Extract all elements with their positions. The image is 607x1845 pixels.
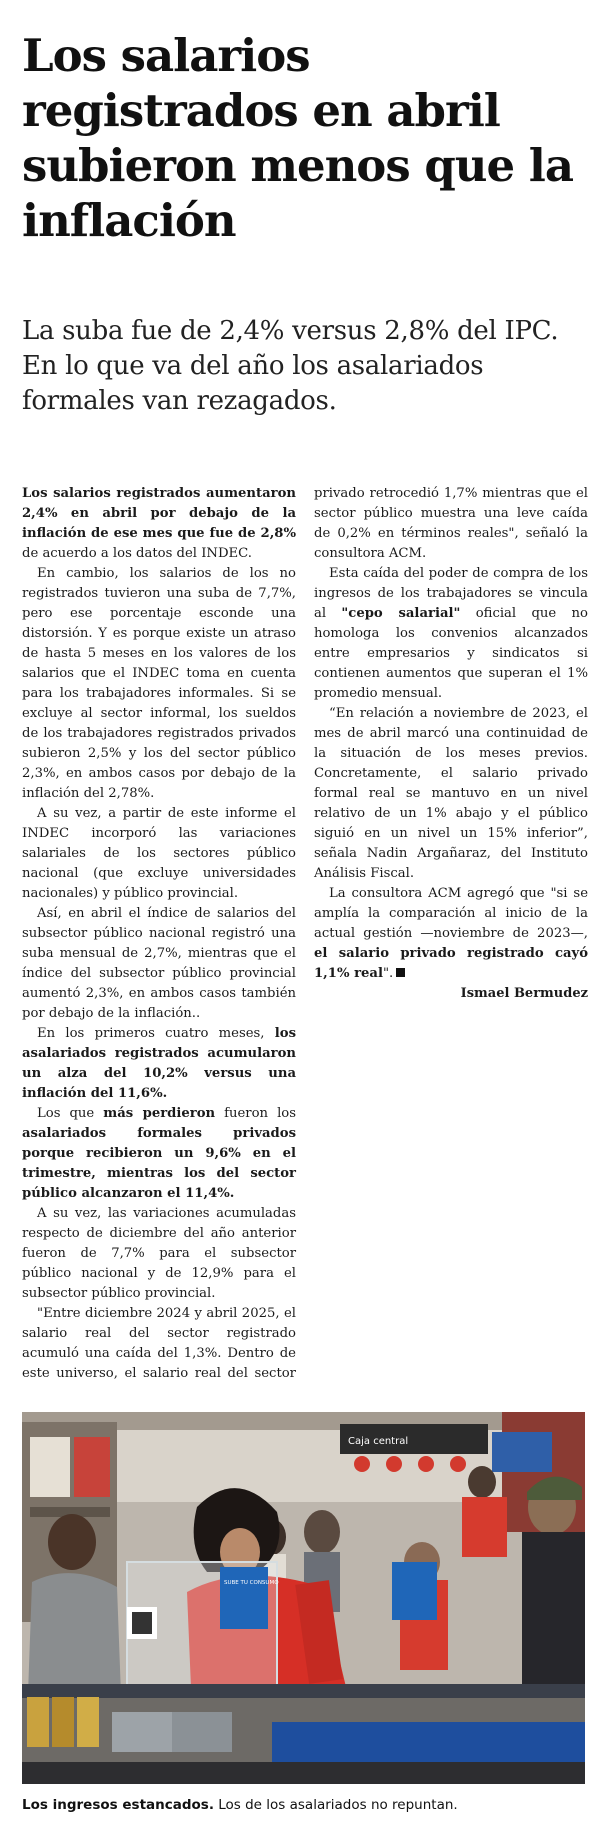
svg-text:Caja central: Caja central	[348, 1436, 409, 1447]
paragraph-5: En los primeros cuatro meses, los asalariados registrados acumularon un alza del 10,2% versus una inflación del 11,6%.	[22, 1026, 296, 1101]
byline: Ismael Bermudez	[460, 986, 588, 1001]
paragraph-7: A su vez, las variaciones acumuladas respecto de diciembre del año anterior fueron de 7,7% para el subsector público nacional y de 12,9% para el subsector público provincial.	[22, 1206, 296, 1301]
paragraph-10: “En relación a noviembre de 2023, el mes de abril marcó una continuidad de la situación de los meses previos. Concretamente, el salario privado formal real se mantuvo en un nivel relativo de un 1% abajo y el público siguió en un nivel un 15% inferior”, señala Nadin Argañaraz, del Instituto Análisis Fiscal.	[314, 706, 588, 881]
subheadline: La suba fue de 2,4% versus 2,8% del IPC. En lo que va del año los asalariados formales van rezagados.	[22, 316, 559, 416]
paragraph-6: Los que más perdieron fueron los asalariados formales privados porque recibieron un 9,6% en el trimestre, mientras los del sector público alcanzaron el 11,4%.	[22, 1106, 296, 1201]
paragraph-9: Esta caída del poder de compra de los ingresos de los trabajadores se vincula al "cepo salarial" oficial que no homologa los convenios alcanzados entre empresarios y sindicatos si contienen aumentos que superan el 1% promedio mensual.	[314, 566, 588, 701]
svg-text:SUBE TU CONSUMO: SUBE TU CONSUMO	[224, 1580, 279, 1586]
headline: Los salarios registrados en abril subieron menos que la inflación	[22, 29, 574, 247]
article-photo	[22, 1412, 585, 1784]
article-body	[22, 484, 588, 1384]
end-mark-icon	[396, 968, 405, 977]
paragraph-8: "Entre diciembre 2024 y abril 2025, el salario real del sector registrado acumuló una caída del 1,3%. Dentro de este universo, el salario real del sector privado retrocedió 1,7% mientras que el sector público muestra una leve caída de 0,2% en términos reales", señaló la consultora ACM.	[22, 486, 588, 1381]
paragraph-4: Así, en abril el índice de salarios del subsector público nacional registró una suba mensual de 2,7%, mientras que el índice del subsector público provincial aumentó 2,3%, en ambos casos también por debajo de la inflación..	[22, 906, 296, 1021]
paragraph-3: A su vez, a partir de este informe el INDEC incorporó las variaciones salariales de los sectores público nacional (que excluye universidades nacionales) y público provincial.	[22, 806, 296, 901]
paragraph-1: Los salarios registrados aumentaron 2,4% en abril por debajo de la inflación de ese mes que fue de 2,8% de acuerdo a los datos del INDEC.	[22, 486, 296, 561]
photo-caption: Los ingresos estancados. Los de los asalariados no repuntan.	[22, 1797, 458, 1813]
paragraph-2: En cambio, los salarios de los no registrados tuvieron una suba de 7,7%, pero ese porcentaje esconde una distorsión. Y es porque existe un atraso de hasta 5 meses en los valores de los salarios que el INDEC toma en cuenta para los trabajadores informales. Si se excluye al sector informal, los sueldos de los trabajadores registrados privados subieron 2,5% y los del sector público 2,3%, en ambos casos por debajo de la inflación del 2,78%.	[22, 566, 296, 801]
paragraph-11: La consultora ACM agregó que "si se amplía la comparación al inicio de la actual gestión —noviembre de 2023—, el salario privado registrado cayó 1,1% real".	[314, 886, 588, 981]
